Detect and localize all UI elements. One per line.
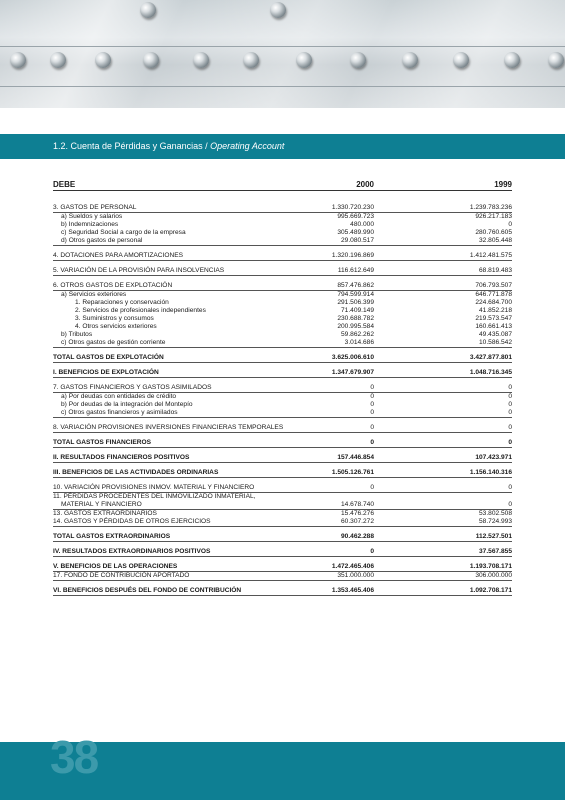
plate-seam [0,86,565,87]
table-row: b) Indemnizaciones 480.000 0 [61,221,512,228]
table-row-total: TOTAL GASTOS FINANCIEROS 0 0 [53,439,512,446]
table-row: 1. Reparaciones y conservación 291.506.399 224.684.700 [75,299,512,306]
header-metal-plate [0,0,565,108]
rivet-icon [140,2,156,18]
table-row: a) Servicios exteriores 794.599.914 646.771.878 [61,291,512,298]
table-row: a) Por deudas con entidades de crédito 0 0 [61,393,512,400]
page-number: 38 [50,731,98,783]
rivet-icon [95,52,111,68]
table-row-total: TOTAL GASTOS DE EXPLOTACIÓN 3.625.006.610 3.427.877.801 [53,354,512,361]
table-row: 11. PÉRDIDAS PROCEDENTES DEL INMOVILIZADO INMATERIAL, MATERIAL Y FINANCIERO 14.678.740 0 [53,493,512,508]
table-row: c) Otros gastos financieros y asimilados 0 0 [61,409,512,416]
table-row: 6. OTROS GASTOS DE EXPLOTACIÓN 857.476.862 706.793.507 [53,282,512,289]
header-spacer [0,108,565,134]
plate-seam [0,46,565,47]
table-row: a) Sueldos y salarios 995.669.723 926.217.183 [61,213,512,220]
rivet-icon [143,52,159,68]
table-row-result: I. BENEFICIOS DE EXPLOTACIÓN 1.347.679.907 1.048.716.345 [53,369,512,376]
table-row: 4. Otros servicios exteriores 200.995.584 160.661.413 [75,323,512,330]
operating-account-table [53,180,512,596]
table-row: 2. Servicios de profesionales independientes 71.409.149 41.852.218 [75,307,512,314]
table-row-result: III. BENEFICIOS DE LAS ACTIVIDADES ORDINARIAS 1.505.126.761 1.156.140.316 [53,469,512,476]
header-debe: DEBE [53,180,76,189]
rivet-icon [243,52,259,68]
table-row: 13. GASTOS EXTRAORDINARIOS 15.476.276 53.802.508 [53,510,512,517]
table-row-result: II. RESULTADOS FINANCIEROS POSITIVOS 157.446.854 107.423.971 [53,454,512,461]
table-header [53,180,512,191]
rivet-icon [402,52,418,68]
table-row-result: IV. RESULTADOS EXTRAORDINARIOS POSITIVOS 0 37.567.855 [53,548,512,555]
section-title: 1.2. Cuenta de Pérdidas y Ganancias / Operating Account [53,141,285,151]
rivet-icon [50,52,66,68]
rivet-icon [453,52,469,68]
rivet-icon [270,2,286,18]
table-row: 3. Suministros y consumos 230.688.782 219.573.547 [75,315,512,322]
table-row: 3. GASTOS DE PERSONAL 1.330.720.230 1.239.783.236 [53,204,512,211]
table-row: c) Seguridad Social a cargo de la empresa 305.489.990 280.760.605 [61,229,512,236]
rivet-icon [548,52,564,68]
table-row: d) Otros gastos de personal 29.080.517 32.805.448 [61,237,512,244]
rivet-icon [296,52,312,68]
table-row: c) Otros gastos de gestión corriente 3.014.686 10.586.542 [61,339,512,346]
header-year-2000: 2000 [356,180,374,189]
table-row: 4. DOTACIONES PARA AMORTIZACIONES 1.320.196.869 1.412.481.575 [53,252,512,259]
table-row-total: TOTAL GASTOS EXTRAORDINARIOS 90.462.288 112.527.501 [53,533,512,540]
rivet-icon [10,52,26,68]
table-row: 7. GASTOS FINANCIEROS Y GASTOS ASIMILADOS 0 0 [53,384,512,391]
header-year-1999: 1999 [494,180,512,189]
table-row: 17. FONDO DE CONTRIBUCIÓN APORTADO 351.000.000 306.000.000 [53,572,512,579]
table-row: 8. VARIACIÓN PROVISIONES INVERSIONES FINANCIERAS TEMPORALES 0 0 [53,424,512,431]
table-row-result: VI. BENEFICIOS DESPUÉS DEL FONDO DE CONTRIBUCIÓN 1.353.465.406 1.092.708.171 [53,587,512,594]
table-row: b) Por deudas de la integración del Montepío 0 0 [61,401,512,408]
table-row: 5. VARIACIÓN DE LA PROVISIÓN PARA INSOLVENCIAS 116.612.649 68.819.483 [53,267,512,274]
rivet-icon [504,52,520,68]
section-title-bar [0,134,565,159]
table-row: 14. GASTOS Y PÉRDIDAS DE OTROS EJERCICIOS 60.307.272 58.724.993 [53,518,512,525]
table-row: 10. VARIACIÓN PROVISIONES INMOV. MATERIAL Y FINANCIERO 0 0 [53,484,512,491]
table-row: b) Tributos 59.862.262 49.435.087 [61,331,512,338]
rivet-icon [193,52,209,68]
table-row-result: V. BENEFICIOS DE LAS OPERACIONES 1.472.465.406 1.193.708.171 [53,563,512,570]
rivet-icon [350,52,366,68]
